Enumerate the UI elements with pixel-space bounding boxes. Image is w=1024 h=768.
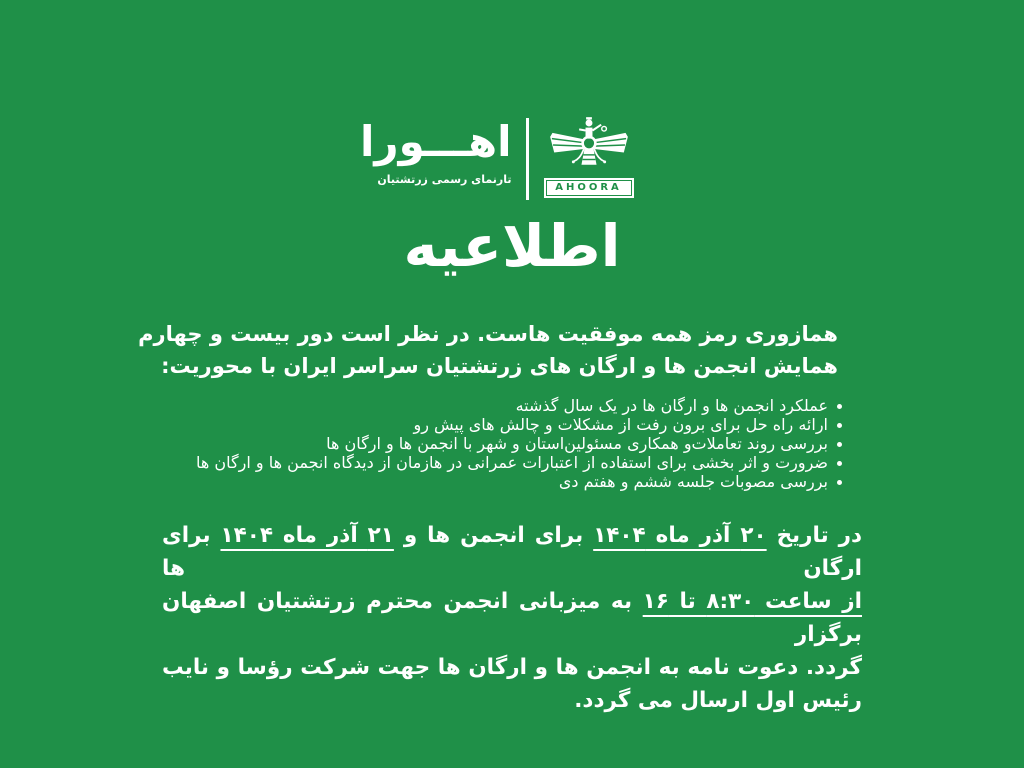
bullet-icon xyxy=(837,480,842,485)
event-time: از ساعت ۸:۳۰ تا ۱۶ xyxy=(642,589,862,614)
logo-divider xyxy=(526,118,529,200)
closing-text: به میزبانی انجمن محترم زرتشتیان اصفهان برگزار xyxy=(162,589,862,647)
agenda-item-text: ارائه راه حل برای برون رفت از مشکلات و چالش های پیش رو xyxy=(413,415,828,434)
closing-text: برای ارگان ها xyxy=(162,523,862,581)
closing-line-3: گردد. دعوت نامه به انجمن ها و ارگان ها جهت شرکت رؤسا و نایب xyxy=(162,655,862,680)
agenda-item-text: بررسی مصوبات جلسه ششم و هفتم دی xyxy=(558,472,828,491)
agenda-item-text: بررسی روند تعاملات‌و همکاری مسئولین‌استان و شهر با انجمن ها و ارگان ها xyxy=(326,434,828,453)
event-date-organs: ۲۱ آذر ماه ۱۴۰۴ xyxy=(220,523,394,548)
event-date-associations: ۲۰ آذر ماه ۱۴۰۴ xyxy=(593,523,767,548)
agenda-item-text: عملکرد انجمن ها و ارگان ها در یک سال گذشته xyxy=(515,396,828,415)
intro-line-1: همازوری رمز همه موفقیت هاست. در نظر است دور بیست و چهارم xyxy=(138,322,838,346)
emblem-block xyxy=(543,116,635,198)
list-item xyxy=(162,396,842,415)
logo xyxy=(0,116,1024,200)
closing-paragraph xyxy=(162,519,862,717)
closing-line-1 xyxy=(162,519,862,585)
closing-text: برای انجمن ها و xyxy=(393,523,594,548)
list-item xyxy=(162,415,842,434)
brand-block xyxy=(360,116,512,186)
faravahar-icon xyxy=(544,116,634,174)
emblem-caption-box xyxy=(544,178,634,198)
intro-line-2: همایش انجمن ها و ارگان های زرتشتیان سراسر ایران با محوریت: xyxy=(161,354,838,378)
bullet-icon xyxy=(837,461,842,466)
closing-line-2 xyxy=(162,585,862,651)
intro-paragraph xyxy=(138,318,862,382)
closing-text: در تاریخ xyxy=(766,523,863,548)
list-item xyxy=(162,453,842,472)
brand-tagline: تارنمای رسمی زرتشتیان xyxy=(377,173,512,186)
agenda-list xyxy=(162,396,862,491)
agenda-item-text: ضرورت و اثر بخشی برای استفاده از اعتبارات عمرانی در هازمان از دیدگاه انجمن ها و ارگان ها xyxy=(196,453,828,472)
list-item xyxy=(162,434,842,453)
bullet-icon xyxy=(837,423,842,428)
bullet-icon xyxy=(837,442,842,447)
bullet-icon xyxy=(837,404,842,409)
emblem-caption: AHOORA xyxy=(546,180,632,196)
list-item xyxy=(162,472,842,491)
announcement-body xyxy=(138,318,863,717)
page-title: اطلاعیه xyxy=(403,212,621,280)
ahoora-wordmark: اهـــورا xyxy=(360,117,512,166)
closing-line-4: رئیس اول ارسال می گردد. xyxy=(574,688,862,713)
